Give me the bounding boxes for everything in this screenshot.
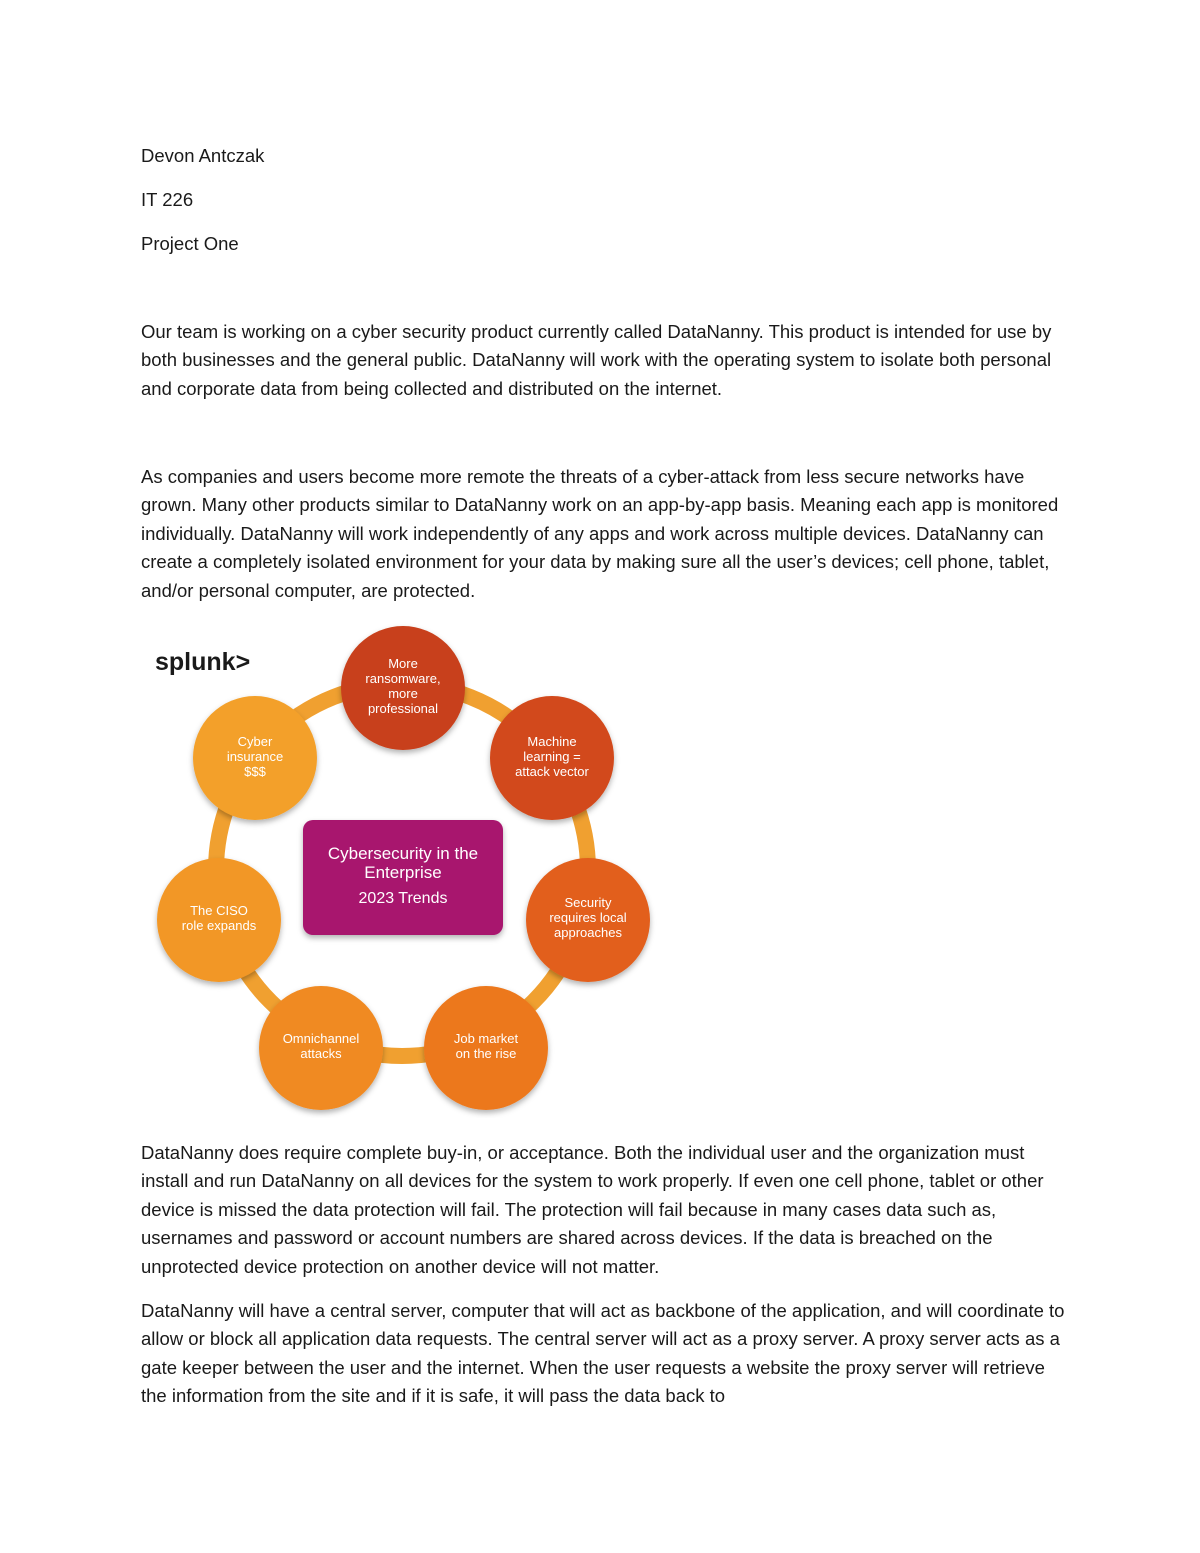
trend-label-line: requires local <box>549 910 627 925</box>
trends-diagram <box>145 618 665 1118</box>
center-title-line-2: Enterprise <box>364 863 442 882</box>
trend-label-line: Job market <box>453 1031 519 1046</box>
trend-circle-ransomware <box>341 626 465 750</box>
paragraph-central-server <box>141 1297 1071 1411</box>
paragraph-remote-threats <box>141 463 1071 605</box>
trend-label-line: Omnichannel <box>282 1031 360 1046</box>
trend-circle-machine-learning <box>490 696 614 820</box>
trend-label-line: Security <box>564 895 612 910</box>
center-subtitle: 2023 Trends <box>358 890 448 907</box>
paragraph-buy-in <box>141 1139 1071 1281</box>
center-title-line-1: Cybersecurity in the <box>327 844 479 863</box>
cybersecurity-trends-figure <box>145 618 665 1118</box>
trend-circle-job-market <box>424 986 548 1110</box>
center-title-box <box>303 820 503 935</box>
paragraph-intro <box>141 318 1071 403</box>
trend-label-line: on the rise <box>455 1046 517 1061</box>
trend-label-line: $$$ <box>244 764 266 779</box>
paragraph-text: As companies and users become more remote the threats of a cyber-attack from less secure networks have grown. Many other products similar to DataNanny work on an app-by-app basis. Meaning each app is monitored individually. DataNanny will work independently of any apps and work across multiple devices. DataNanny can create a completely isolated environment for your data by making sure all the user’s devices; cell phone, tablet, and/or personal computer, are protected. <box>141 466 1059 601</box>
assignment-title: Project One <box>141 233 239 254</box>
trend-label-line: The CISO <box>190 903 248 918</box>
course-code: IT 226 <box>141 189 194 210</box>
splunk-logo: splunk> <box>155 648 251 676</box>
trend-circle-omnichannel <box>259 986 383 1110</box>
author-name: Devon Antczak <box>141 145 265 166</box>
trend-label-line: more <box>388 686 418 701</box>
paragraph-text: DataNanny does require complete buy-in, or acceptance. Both the individual user and the organization must install and run DataNanny on all devices for the system to work properly. If even one cell phone, tablet or other device is missed the data protection will fail. The protection will fail because in many cases data such as, usernames and password or account numbers are shared across devices. If the data is breached on the unprotected device protection on another device will not matter. <box>141 1142 1044 1277</box>
trend-circle-security-local <box>526 858 650 982</box>
trend-label-line: Machine <box>527 734 577 749</box>
trend-circle-cyber-insurance <box>193 696 317 820</box>
trend-label-line: attacks <box>300 1046 342 1061</box>
trend-label-line: insurance <box>226 749 284 764</box>
trend-circle-ciso-role <box>157 858 281 982</box>
trend-label-line: role expands <box>181 918 257 933</box>
trend-label-line: ransomware, <box>365 671 441 686</box>
paragraph-text: Our team is working on a cyber security product currently called DataNanny. This product is intended for use by both businesses and the general public. DataNanny will work with the operating system to isolate both personal and corporate data from being collected and distributed on the internet. <box>141 321 1052 399</box>
trend-label-line: learning = <box>523 749 581 764</box>
trend-label-line: professional <box>367 701 439 716</box>
trend-label-line: attack vector <box>515 764 589 779</box>
paragraph-text: DataNanny will have a central server, computer that will act as backbone of the application, and will coordinate to allow or block all application data requests. The central server will act as a proxy server. A proxy server acts as a gate keeper between the user and the internet. When the user requests a website the proxy server will retrieve the information from the site and if it is safe, it will pass the data back to <box>141 1300 1065 1407</box>
trend-label-line: More <box>388 656 418 671</box>
trend-label-line: approaches <box>554 925 622 940</box>
trend-label-line: Cyber <box>237 734 273 749</box>
